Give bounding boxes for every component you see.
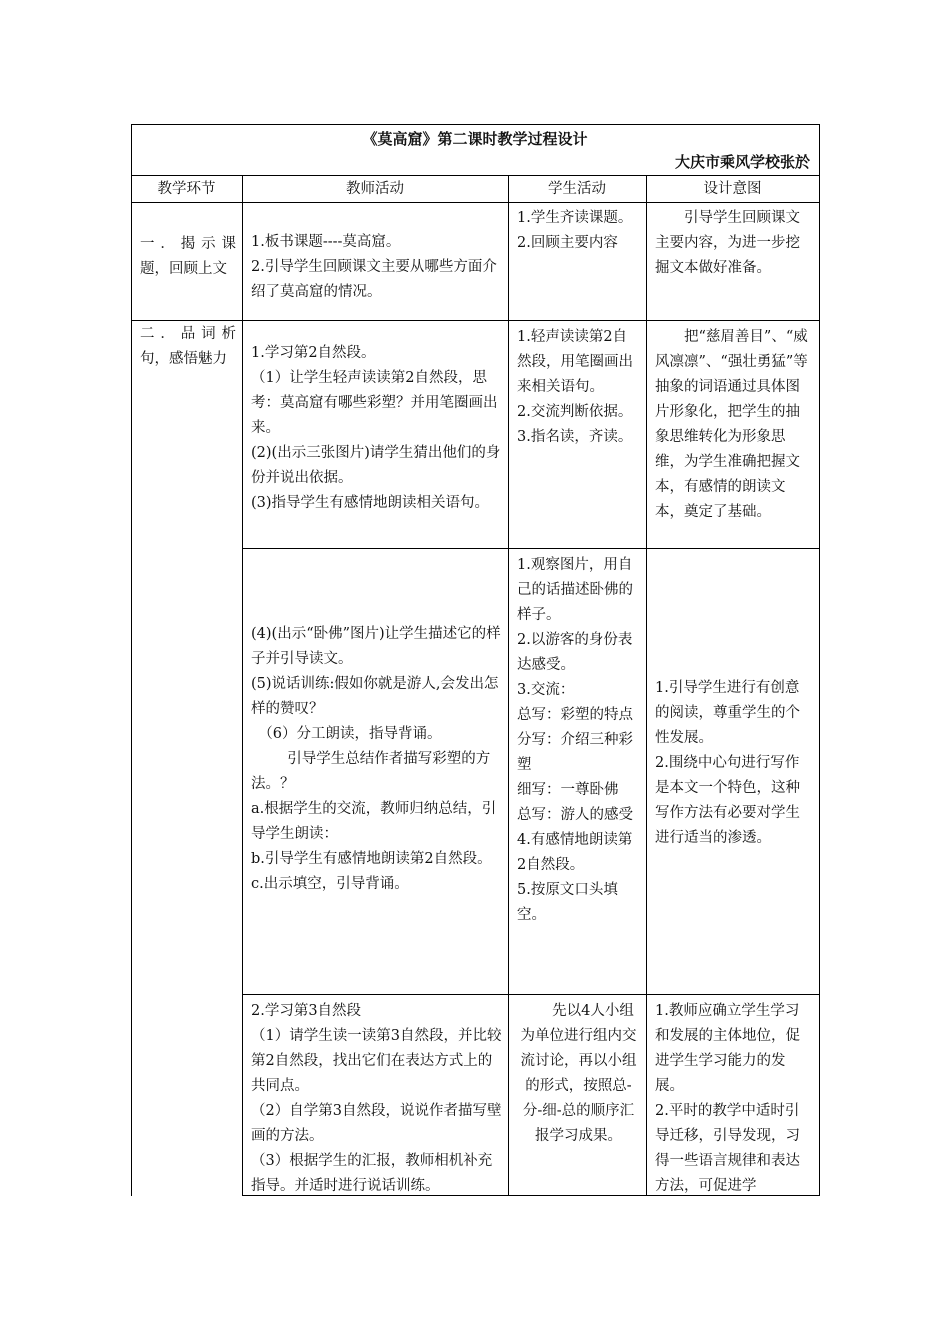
student-line: 先以4人小组为单位进行组内交流讨论，再以小组的形式，按照总-分-细-总的顺序汇报学习成果。 [520, 1003, 637, 1144]
student-line: 3.指名读，齐读。 [517, 429, 633, 445]
teacher-line: (5)说话训练:假如你就是游人,会发出怎样的赞叹？ [251, 676, 499, 717]
teacher-line: （6）分工朗读，指导背诵。 [258, 726, 442, 742]
intent-line: 1.引导学生进行有创意的阅读，尊重学生的个性发展。 [655, 680, 800, 746]
intent-line: 引导学生回顾课文主要内容，为进一步挖掘文本做好准备。 [655, 210, 800, 276]
student-cell-row1 [509, 202, 646, 256]
document-title: 《莫高窟》第二课时教学过程设计 [362, 130, 588, 148]
student-line: 4.有感情地朗读第2自然段。 [517, 832, 633, 873]
teacher-cell-row4 [243, 995, 508, 1199]
intent-cell-row2 [647, 321, 819, 525]
header-intent: 设计意图 [703, 181, 762, 197]
stage-cell-1 [132, 232, 242, 282]
author-line: 大庆市乘风学校张於 [674, 153, 810, 171]
teacher-line: 2.学习第3自然段 [251, 1003, 362, 1019]
header-stage: 教学环节 [157, 181, 216, 197]
teacher-line: 1.板书课题----莫高窟。 [251, 234, 401, 250]
intent-line: 2.平时的教学中适时引导迁移，引导发现，习得一些语言规律和表达方法，可促进学 [655, 1103, 800, 1194]
intent-line: 1.教师应确立学生学习和发展的主体地位，促进学生学习能力的发展。 [655, 1003, 800, 1094]
table-border-top [131, 124, 820, 125]
teacher-line: c.出示填空，引导背诵。 [251, 876, 409, 892]
teacher-line: a.根据学生的交流，教师归纳总结，引导学生朗读： [251, 801, 497, 842]
header-teacher: 教师活动 [346, 181, 404, 197]
intent-line: 2.围绕中心句进行写作是本文一个特色，这种写作方法有必要对学生进行适当的渗透。 [655, 755, 800, 846]
student-line: 2.交流判断依据。 [517, 404, 633, 420]
teacher-line: (2)(出示三张图片)请学生猜出他们的身份并说出依据。 [251, 445, 501, 486]
student-line: 2.回顾主要内容 [517, 235, 618, 251]
student-line: 1.轻声读读第2自然段，用笔圈画出来相关语句。 [517, 329, 633, 395]
student-line: 5.按原文口头填空。 [517, 882, 618, 923]
teacher-cell-row1 [243, 226, 508, 305]
teacher-line: 2.引导学生回顾课文主要从哪些方面介绍了莫高窟的情况。 [251, 259, 497, 300]
student-line: 总写：彩塑的特点 [517, 707, 633, 723]
student-line: 细写：一尊卧佛 [517, 782, 619, 798]
teacher-cell-row3 [243, 618, 508, 897]
table-border-right [819, 124, 820, 1196]
teacher-line: （2）自学第3自然段，说说作者描写壁画的方法。 [251, 1103, 502, 1144]
intent-line: 把“慈眉善目”、“威风凛凛”、“强壮勇猛”等抽象的词语通过具体图片形象化，把学生的抽象思维转化为形象思维，为学生准确把握文本，有感情的朗读文本，奠定了基础。 [655, 329, 808, 520]
teacher-cell-row2 [243, 337, 508, 516]
student-line: 分写：介绍三种彩塑 [517, 732, 633, 773]
teacher-line: （3）根据学生的汇报，教师相机补充指导。并适时进行说话训练。 [251, 1153, 493, 1194]
teacher-line: (4)(出示“卧佛”图片)让学生描述它的样子并引导读文。 [251, 626, 501, 667]
student-line: 总写：游人的感受 [517, 807, 633, 823]
student-cell-row3 [509, 549, 646, 928]
intent-cell-row1 [647, 202, 819, 281]
table-border-left [131, 124, 132, 1196]
student-cell-row4 [509, 995, 646, 1149]
intent-cell-row3 [647, 672, 819, 851]
teacher-line: 引导学生总结作者描写彩塑的方法。？ [251, 751, 491, 792]
student-line: 1.学生齐读课题。 [517, 210, 633, 226]
student-line: 3.交流： [517, 682, 575, 698]
teacher-line: b.引导学生有感情地朗读第2自然段。 [251, 851, 492, 867]
teacher-line: （1）让学生轻声读读第2自然段，思考：莫高窟有哪些彩塑？并用笔圈画出来。 [251, 370, 498, 436]
teacher-line: (3)指导学生有感情地朗读相关语句。 [251, 495, 490, 511]
teacher-line: 1.学习第2自然段。 [251, 345, 376, 361]
stage-text: 二．品词析句，感悟魅力 [140, 326, 236, 367]
header-student: 学生活动 [548, 181, 606, 197]
student-cell-row2 [509, 321, 646, 450]
stage-text: 一．揭示课题，回顾上文 [140, 236, 236, 277]
stage-cell-2 [132, 320, 242, 372]
student-line: 1.观察图片，用自己的话描述卧佛的样子。 [517, 557, 633, 623]
student-line: 2.以游客的身份表达感受。 [517, 632, 633, 673]
teacher-line: （1）请学生读一读第3自然段，并比较第2自然段，找出它们在表达方式上的共同点。 [251, 1028, 502, 1094]
intent-cell-row4 [647, 995, 819, 1199]
